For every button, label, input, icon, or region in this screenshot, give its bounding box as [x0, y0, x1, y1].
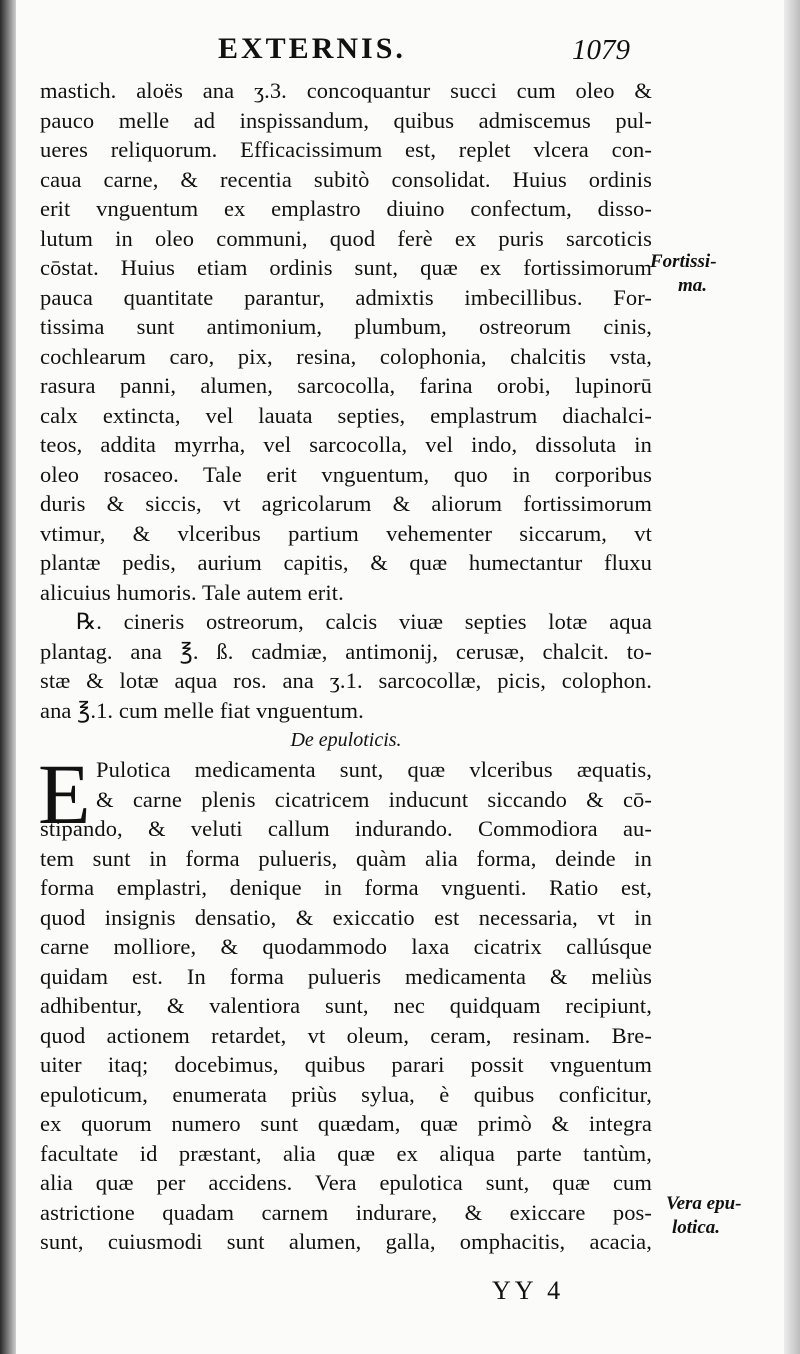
- text-line: adhibentur, & valentiora sunt, nec quidquam recipiunt,: [40, 993, 652, 1018]
- text-line: oleo rosaceo. Tale erit vnguentum, quo in corporibus: [40, 461, 652, 487]
- text-line: quod actionem retardet, vt oleum, ceram, resinam. Bre-: [40, 1022, 652, 1048]
- margin-note-line: Vera epu-: [666, 1193, 742, 1214]
- body-text: [40, 76, 652, 1257]
- text-line: rasura panni, alumen, sarcocolla, farina orobi, lupinorū: [40, 373, 652, 398]
- text-line: Pulotica medicamenta sunt, quæ vlceribus æquatis,: [96, 757, 652, 782]
- recipe-line: ℞. cineris ostreorum, calcis viuæ septies lotæ aqua: [76, 609, 652, 634]
- text-line: tissima sunt antimonium, plumbum, ostreorum cinis,: [40, 314, 652, 339]
- paragraph-2: [38, 746, 652, 1257]
- page-right-edge: [784, 0, 800, 1354]
- text-line: teos, addita myrrha, vel sarcocolla, vel indo, dissoluta in: [40, 432, 652, 457]
- text-line: cōstat. Huius etiam ordinis sunt, quæ ex fortissimorum: [40, 255, 652, 280]
- text-line: pauca quantitate parantur, admixtis imbecillibus. For-: [40, 284, 652, 310]
- text-line: quod insignis densatio, & exiccatio est necessaria, vt in: [40, 904, 652, 930]
- running-head: [0, 30, 800, 78]
- paragraph-1: [40, 76, 652, 607]
- running-head-title: EXTERNIS.: [218, 32, 406, 65]
- page-number: 1079: [572, 34, 630, 66]
- margin-note-line: lotica.: [672, 1217, 721, 1238]
- text-line: epuloticum, enumerata priùs sylua, è quibus conficitur,: [40, 1081, 652, 1107]
- section-heading: De epuloticis.: [290, 729, 402, 751]
- text-line: forma emplastri, denique in forma vnguenti. Ratio est,: [40, 875, 652, 900]
- text-line: cochlearum caro, pix, resina, colophonia, chalcitis vsta,: [40, 343, 652, 369]
- margin-note-line: Fortissi-: [650, 251, 717, 272]
- margin-note-line: ma.: [678, 275, 708, 296]
- text-line: quidam est. In forma pulueris medicamenta & meliùs: [40, 963, 652, 989]
- text-line: alicuius humoris. Tale autem erit.: [40, 579, 344, 605]
- recipe-line: plantag. ana ℥. ß. cadmiæ, antimonij, cerusæ, chalcit. to-: [40, 638, 652, 664]
- text-line: facultate id præstant, alia quæ ex aliqua parte tantùm,: [40, 1140, 652, 1166]
- recipe-line: stæ & lotæ aqua ros. ana ʒ.1. sarcocollæ, picis, colophon.: [40, 668, 652, 693]
- text-line: vtimur, & vlceribus partium vehementer siccarum, vt: [40, 520, 652, 546]
- text-line: sunt, cuiusmodi sunt alumen, galla, omphacitis, acacia,: [40, 1229, 652, 1254]
- signature-mark: YY 4: [492, 1276, 565, 1305]
- text-line: plantæ pedis, aurium capitis, & quæ humectantur fluxu: [40, 550, 652, 575]
- text-line: astrictione quadam carnem indurare, & exiccare pos-: [40, 1199, 652, 1225]
- text-line: calx extincta, vel lauata septies, emplastrum diachalci-: [40, 402, 652, 428]
- margin-note-vera-epulotica: [666, 1192, 741, 1240]
- recipe-line: ana ℥.1. cum melle fiat vnguentum.: [40, 697, 364, 723]
- text-line: ueres reliquorum. Efficacissimum est, replet vlcera con-: [40, 137, 652, 162]
- page-gutter-shadow: [0, 0, 16, 1354]
- drop-cap: E: [38, 746, 91, 842]
- text-line: alia quæ per accidens. Vera epulotica sunt, quæ cum: [40, 1170, 652, 1195]
- text-line: uiter itaq; docebimus, quibus parari possit vnguentum: [40, 1052, 652, 1077]
- text-line: pauco melle ad inspissandum, quibus admiscemus pul-: [40, 107, 652, 133]
- text-line: carne molliore, & quodammodo laxa cicatrix callúsque: [40, 934, 652, 959]
- text-line: tem sunt in forma pulueris, quàm alia forma, deinde in: [40, 845, 652, 871]
- text-line: caua carne, & recentia subitò consolidat. Huius ordinis: [40, 166, 652, 192]
- text-line: lutum in oleo communi, quod ferè ex puris sarcoticis: [40, 225, 652, 251]
- margin-note-fortissima: [650, 250, 717, 298]
- recipe-paragraph: [40, 607, 652, 725]
- text-line: & carne plenis cicatricem inducunt siccando & cō-: [96, 786, 652, 812]
- text-line: mastich. aloës ana ʒ.3. concoquantur succi cum oleo &: [40, 78, 652, 103]
- text-line: erit vnguentum ex emplastro diuino confectum, disso-: [40, 196, 652, 221]
- text-line: stipando, & veluti callum indurando. Commodiora au-: [40, 816, 652, 841]
- text-line: ex quorum numero sunt quædam, quæ primò & integra: [40, 1111, 652, 1136]
- text-line: duris & siccis, vt agricolarum & aliorum fortissimorum: [40, 491, 652, 516]
